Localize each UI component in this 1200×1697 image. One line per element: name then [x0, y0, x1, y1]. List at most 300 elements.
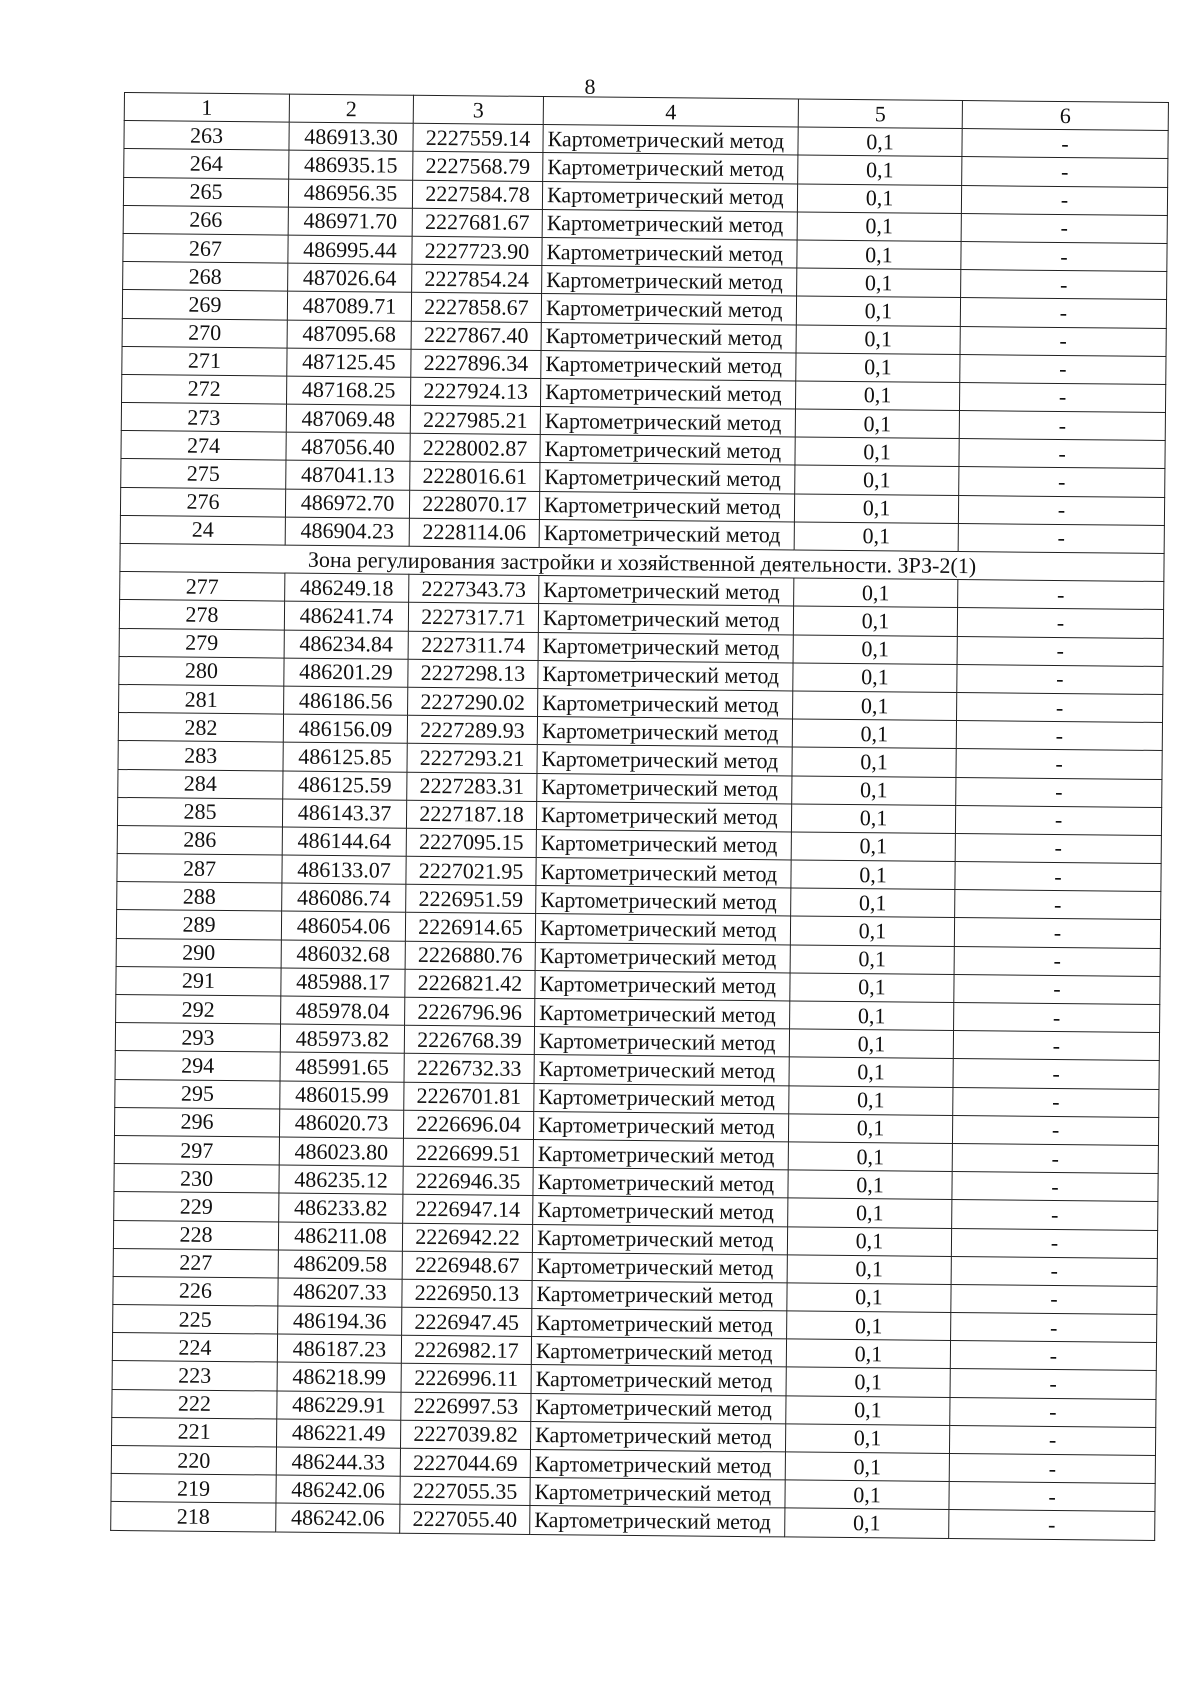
accuracy-cell: 0,1: [786, 1367, 950, 1397]
accuracy-cell: 0,1: [792, 775, 956, 805]
x-coordinate-cell: 486187.23: [277, 1334, 401, 1363]
section-1-rows: [120, 121, 1168, 554]
note-cell: -: [958, 523, 1164, 553]
x-coordinate-cell: 486244.33: [276, 1447, 400, 1476]
x-coordinate-cell: 486023.80: [279, 1137, 403, 1166]
note-cell: -: [959, 439, 1165, 469]
method-cell: Картометрический метод: [534, 1055, 789, 1086]
method-cell: Картометрический метод: [536, 829, 791, 860]
y-coordinate-cell: 2227854.24: [412, 264, 542, 293]
y-coordinate-cell: 2228016.61: [410, 462, 540, 491]
method-cell: Картометрический метод: [533, 1139, 788, 1170]
method-cell: Картометрический метод: [531, 1365, 786, 1396]
accuracy-cell: 0,1: [794, 578, 958, 608]
accuracy-cell: 0,1: [798, 127, 962, 157]
point-number-cell: 295: [115, 1079, 280, 1109]
accuracy-cell: 0,1: [785, 1424, 949, 1454]
point-number-cell: 281: [119, 684, 284, 714]
point-number-cell: 218: [111, 1502, 276, 1532]
x-coordinate-cell: 486234.84: [284, 630, 408, 659]
y-coordinate-cell: 2227289.93: [407, 715, 537, 744]
x-coordinate-cell: 486249.18: [285, 573, 409, 602]
point-number-cell: 293: [115, 1023, 280, 1053]
column-header: 6: [962, 101, 1168, 131]
point-number-cell: 275: [121, 459, 286, 489]
note-cell: -: [953, 1087, 1159, 1117]
y-coordinate-cell: 2227867.40: [411, 321, 541, 350]
note-cell: -: [950, 1341, 1156, 1371]
method-cell: Картометрический метод: [531, 1337, 786, 1368]
note-cell: -: [957, 608, 1163, 638]
accuracy-cell: 0,1: [793, 635, 957, 665]
x-coordinate-cell: 487089.71: [287, 291, 411, 320]
accuracy-cell: 0,1: [791, 804, 955, 834]
accuracy-cell: 0,1: [798, 155, 962, 185]
accuracy-cell: 0,1: [789, 1057, 953, 1087]
section-2-rows: [111, 572, 1164, 1540]
method-cell: Картометрический метод: [536, 801, 791, 832]
accuracy-cell: 0,1: [792, 747, 956, 777]
note-cell: -: [955, 890, 1161, 920]
y-coordinate-cell: 2226996.11: [401, 1364, 531, 1393]
note-cell: -: [952, 1143, 1158, 1173]
y-coordinate-cell: 2228070.17: [409, 490, 539, 519]
point-number-cell: 297: [114, 1135, 279, 1165]
method-cell: Картометрический метод: [543, 125, 798, 156]
x-coordinate-cell: 486995.44: [288, 235, 412, 264]
accuracy-cell: 0,1: [796, 353, 960, 383]
point-number-cell: 271: [122, 346, 287, 376]
x-coordinate-cell: 487026.64: [288, 263, 412, 292]
method-cell: Картометрический метод: [540, 435, 795, 466]
point-number-cell: 264: [124, 149, 289, 179]
method-cell: Картометрический метод: [534, 1027, 789, 1058]
accuracy-cell: 0,1: [795, 381, 959, 411]
accuracy-cell: 0,1: [794, 494, 958, 524]
y-coordinate-cell: 2226880.76: [405, 941, 535, 970]
note-cell: -: [952, 1172, 1158, 1202]
y-coordinate-cell: 2227317.71: [408, 603, 538, 632]
accuracy-cell: 0,1: [797, 268, 961, 298]
accuracy-cell: 0,1: [795, 465, 959, 495]
method-cell: Картометрический метод: [537, 745, 792, 776]
accuracy-cell: 0,1: [788, 1114, 952, 1144]
x-coordinate-cell: 485988.17: [281, 968, 405, 997]
point-number-cell: 227: [113, 1248, 278, 1278]
x-coordinate-cell: 486032.68: [281, 940, 405, 969]
method-cell: Картометрический метод: [530, 1421, 785, 1452]
method-cell: Картометрический метод: [542, 181, 797, 212]
x-coordinate-cell: 487069.48: [286, 404, 410, 433]
method-cell: Картометрический метод: [530, 1506, 785, 1537]
point-number-cell: 287: [117, 854, 282, 884]
point-number-cell: 296: [114, 1107, 279, 1137]
y-coordinate-cell: 2227681.67: [412, 208, 542, 237]
x-coordinate-cell: 486221.49: [276, 1419, 400, 1448]
method-cell: Картометрический метод: [539, 519, 794, 550]
note-cell: -: [956, 721, 1162, 751]
method-cell: Картометрический метод: [539, 491, 794, 522]
point-number-cell: 230: [114, 1164, 279, 1194]
note-cell: -: [958, 580, 1164, 610]
note-cell: -: [960, 326, 1166, 356]
x-coordinate-cell: 486194.36: [278, 1306, 402, 1335]
note-cell: -: [951, 1228, 1157, 1258]
accuracy-cell: 0,1: [788, 1198, 952, 1228]
method-cell: Картометрический метод: [537, 773, 792, 804]
x-coordinate-cell: 486913.30: [289, 122, 413, 151]
point-number-cell: 219: [111, 1474, 276, 1504]
accuracy-cell: 0,1: [789, 1029, 953, 1059]
y-coordinate-cell: 2227039.82: [400, 1420, 530, 1449]
point-number-cell: 284: [118, 769, 283, 799]
y-coordinate-cell: 2227985.21: [410, 405, 540, 434]
y-coordinate-cell: 2227568.79: [413, 152, 543, 181]
method-cell: Картометрический метод: [533, 1111, 788, 1142]
x-coordinate-cell: 486144.64: [282, 827, 406, 856]
method-cell: Картометрический метод: [536, 858, 791, 889]
accuracy-cell: 0,1: [788, 1142, 952, 1172]
point-number-cell: 279: [119, 628, 284, 658]
note-cell: -: [949, 1482, 1155, 1512]
y-coordinate-cell: 2226696.04: [403, 1110, 533, 1139]
note-cell: -: [952, 1115, 1158, 1145]
method-cell: Картометрический метод: [530, 1478, 785, 1509]
accuracy-cell: 0,1: [793, 606, 957, 636]
point-number-cell: 225: [113, 1305, 278, 1335]
column-header: 2: [289, 94, 413, 123]
note-cell: -: [949, 1453, 1155, 1483]
note-cell: -: [954, 1003, 1160, 1033]
accuracy-cell: 0,1: [787, 1311, 951, 1341]
y-coordinate-cell: 2226947.14: [403, 1195, 533, 1224]
accuracy-cell: 0,1: [790, 1001, 954, 1031]
accuracy-cell: 0,1: [797, 184, 961, 214]
method-cell: Картометрический метод: [532, 1252, 787, 1283]
point-number-cell: 291: [116, 966, 281, 996]
note-cell: -: [951, 1284, 1157, 1314]
x-coordinate-cell: 486207.33: [278, 1278, 402, 1307]
y-coordinate-cell: 2226914.65: [405, 913, 535, 942]
point-number-cell: 285: [117, 797, 282, 827]
method-cell: Картометрический метод: [541, 294, 796, 325]
accuracy-cell: 0,1: [790, 945, 954, 975]
column-header: 5: [798, 99, 962, 129]
page-number: 8: [584, 74, 596, 99]
note-cell: -: [954, 974, 1160, 1004]
point-number-cell: 282: [118, 713, 283, 743]
accuracy-cell: 0,1: [790, 973, 954, 1003]
accuracy-cell: 0,1: [793, 663, 957, 693]
x-coordinate-cell: 486233.82: [279, 1193, 403, 1222]
note-cell: -: [953, 1031, 1159, 1061]
method-cell: Картометрический метод: [539, 576, 794, 607]
accuracy-cell: 0,1: [788, 1170, 952, 1200]
note-cell: -: [949, 1510, 1155, 1540]
coordinates-table: [110, 92, 1169, 1541]
method-cell: Картометрический метод: [532, 1280, 787, 1311]
note-cell: -: [956, 749, 1162, 779]
point-number-cell: 270: [122, 318, 287, 348]
accuracy-cell: 0,1: [795, 409, 959, 439]
accuracy-cell: 0,1: [793, 691, 957, 721]
method-cell: Картометрический метод: [532, 1309, 787, 1340]
x-coordinate-cell: 486125.59: [283, 771, 407, 800]
x-coordinate-cell: 486904.23: [285, 517, 409, 546]
accuracy-cell: 0,1: [787, 1226, 951, 1256]
point-number-cell: 276: [120, 487, 285, 517]
x-coordinate-cell: 486015.99: [280, 1081, 404, 1110]
point-number-cell: 288: [117, 882, 282, 912]
x-coordinate-cell: 486235.12: [279, 1165, 403, 1194]
accuracy-cell: 0,1: [785, 1508, 949, 1538]
method-cell: Картометрический метод: [537, 717, 792, 748]
note-cell: -: [957, 664, 1163, 694]
accuracy-cell: 0,1: [792, 719, 956, 749]
y-coordinate-cell: 2226942.22: [402, 1223, 532, 1252]
note-cell: -: [959, 411, 1165, 441]
point-number-cell: 226: [113, 1276, 278, 1306]
note-cell: -: [952, 1200, 1158, 1230]
method-cell: Картометрический метод: [533, 1196, 788, 1227]
column-header: 1: [124, 93, 289, 123]
y-coordinate-cell: 2227343.73: [409, 574, 539, 603]
x-coordinate-cell: 486242.06: [276, 1475, 400, 1504]
x-coordinate-cell: 486218.99: [277, 1362, 401, 1391]
point-number-cell: 228: [113, 1220, 278, 1250]
y-coordinate-cell: 2227896.34: [411, 349, 541, 378]
point-number-cell: 278: [119, 600, 284, 630]
x-coordinate-cell: 485973.82: [280, 1024, 404, 1053]
method-cell: Картометрический метод: [531, 1393, 786, 1424]
x-coordinate-cell: 485991.65: [280, 1052, 404, 1081]
x-coordinate-cell: 486054.06: [281, 911, 405, 940]
y-coordinate-cell: 2227924.13: [411, 377, 541, 406]
note-cell: -: [949, 1425, 1155, 1455]
point-number-cell: 289: [116, 910, 281, 940]
x-coordinate-cell: 486209.58: [278, 1250, 402, 1279]
note-cell: -: [956, 777, 1162, 807]
zone-title: Зона регулирования застройки и хозяйственной деятельности. ЗРЗ-2(1): [120, 543, 1164, 581]
x-coordinate-cell: 486956.35: [288, 179, 412, 208]
accuracy-cell: 0,1: [786, 1396, 950, 1426]
point-number-cell: 272: [122, 374, 287, 404]
x-coordinate-cell: 487056.40: [286, 432, 410, 461]
note-cell: -: [961, 270, 1167, 300]
point-number-cell: 294: [115, 1051, 280, 1081]
y-coordinate-cell: 2227055.40: [400, 1505, 530, 1534]
y-coordinate-cell: 2228114.06: [409, 518, 539, 547]
method-cell: Картометрический метод: [542, 237, 797, 268]
y-coordinate-cell: 2227055.35: [400, 1476, 530, 1505]
accuracy-cell: 0,1: [785, 1480, 949, 1510]
accuracy-cell: 0,1: [796, 296, 960, 326]
x-coordinate-cell: 486211.08: [278, 1222, 402, 1251]
note-cell: -: [951, 1256, 1157, 1286]
y-coordinate-cell: 2227095.15: [406, 828, 536, 857]
note-cell: -: [950, 1397, 1156, 1427]
note-cell: -: [954, 918, 1160, 948]
point-number-cell: 286: [117, 825, 282, 855]
point-number-cell: 266: [123, 205, 288, 235]
method-cell: Картометрический метод: [535, 970, 790, 1001]
y-coordinate-cell: 2226950.13: [402, 1279, 532, 1308]
note-cell: -: [959, 382, 1165, 412]
method-cell: Картометрический метод: [543, 153, 798, 184]
y-coordinate-cell: 2227187.18: [406, 800, 536, 829]
note-cell: -: [957, 636, 1163, 666]
method-cell: Картометрический метод: [530, 1449, 785, 1480]
method-cell: Картометрический метод: [541, 322, 796, 353]
x-coordinate-cell: 487125.45: [287, 348, 411, 377]
y-coordinate-cell: 2227311.74: [408, 631, 538, 660]
y-coordinate-cell: 2227559.14: [413, 123, 543, 152]
y-coordinate-cell: 2226796.96: [405, 997, 535, 1026]
y-coordinate-cell: 2226732.33: [404, 1054, 534, 1083]
point-number-cell: 277: [120, 572, 285, 602]
point-number-cell: 290: [116, 938, 281, 968]
x-coordinate-cell: 486972.70: [285, 489, 409, 518]
method-cell: Картометрический метод: [533, 1168, 788, 1199]
note-cell: -: [960, 298, 1166, 328]
point-number-cell: 267: [123, 233, 288, 263]
method-cell: Картометрический метод: [538, 660, 793, 691]
method-cell: Картометрический метод: [534, 1083, 789, 1114]
point-number-cell: 274: [121, 431, 286, 461]
x-coordinate-cell: 487095.68: [287, 320, 411, 349]
point-number-cell: 224: [112, 1333, 277, 1363]
note-cell: -: [961, 241, 1167, 271]
x-coordinate-cell: 486971.70: [288, 207, 412, 236]
accuracy-cell: 0,1: [791, 888, 955, 918]
y-coordinate-cell: 2227044.69: [400, 1448, 530, 1477]
method-cell: Картометрический метод: [542, 209, 797, 240]
y-coordinate-cell: 2227858.67: [411, 293, 541, 322]
y-coordinate-cell: 2227298.13: [408, 659, 538, 688]
method-cell: Картометрический метод: [540, 407, 795, 438]
point-number-cell: 263: [124, 121, 289, 151]
point-number-cell: 268: [123, 262, 288, 292]
method-cell: Картометрический метод: [538, 688, 793, 719]
note-cell: -: [955, 805, 1161, 835]
note-cell: -: [957, 692, 1163, 722]
point-number-cell: 229: [114, 1192, 279, 1222]
accuracy-cell: 0,1: [786, 1339, 950, 1369]
y-coordinate-cell: 2227290.02: [408, 687, 538, 716]
method-cell: Картометрический метод: [542, 266, 797, 297]
point-number-cell: 283: [118, 741, 283, 771]
point-number-cell: 292: [116, 994, 281, 1024]
accuracy-cell: 0,1: [789, 1085, 953, 1115]
method-cell: Картометрический метод: [536, 886, 791, 917]
method-cell: Картометрический метод: [535, 998, 790, 1029]
point-number-cell: 265: [123, 177, 288, 207]
point-number-cell: 222: [112, 1389, 277, 1419]
note-cell: -: [962, 157, 1168, 187]
method-cell: Картометрический метод: [535, 942, 790, 973]
x-coordinate-cell: 486935.15: [289, 150, 413, 179]
accuracy-cell: 0,1: [795, 437, 959, 467]
x-coordinate-cell: 486143.37: [282, 799, 406, 828]
method-cell: Картометрический метод: [538, 632, 793, 663]
x-coordinate-cell: 486086.74: [282, 883, 406, 912]
accuracy-cell: 0,1: [797, 240, 961, 270]
method-cell: Картометрический метод: [535, 914, 790, 945]
x-coordinate-cell: 486242.06: [276, 1503, 400, 1532]
x-coordinate-cell: 487168.25: [287, 376, 411, 405]
accuracy-cell: 0,1: [787, 1283, 951, 1313]
point-number-cell: 223: [112, 1361, 277, 1391]
y-coordinate-cell: 2227723.90: [412, 236, 542, 265]
y-coordinate-cell: 2227021.95: [406, 856, 536, 885]
x-coordinate-cell: 486020.73: [279, 1109, 403, 1138]
note-cell: -: [953, 1059, 1159, 1089]
y-coordinate-cell: 2227584.78: [412, 180, 542, 209]
note-cell: -: [961, 213, 1167, 243]
accuracy-cell: 0,1: [796, 324, 960, 354]
accuracy-cell: 0,1: [787, 1255, 951, 1285]
note-cell: -: [958, 495, 1164, 525]
accuracy-cell: 0,1: [794, 522, 958, 552]
x-coordinate-cell: 486201.29: [284, 658, 408, 687]
x-coordinate-cell: 487041.13: [286, 461, 410, 490]
x-coordinate-cell: 486125.85: [283, 742, 407, 771]
note-cell: -: [962, 129, 1168, 159]
point-number-cell: 220: [111, 1445, 276, 1475]
y-coordinate-cell: 2226699.51: [403, 1138, 533, 1167]
y-coordinate-cell: 2226946.35: [403, 1166, 533, 1195]
y-coordinate-cell: 2226701.81: [404, 1082, 534, 1111]
y-coordinate-cell: 2227293.21: [407, 744, 537, 773]
x-coordinate-cell: 486133.07: [282, 855, 406, 884]
y-coordinate-cell: 2226982.17: [401, 1335, 531, 1364]
x-coordinate-cell: 486156.09: [283, 714, 407, 743]
note-cell: -: [955, 862, 1161, 892]
note-cell: -: [960, 354, 1166, 384]
x-coordinate-cell: 485978.04: [281, 996, 405, 1025]
y-coordinate-cell: 2226947.45: [402, 1307, 532, 1336]
point-number-cell: 24: [120, 515, 285, 545]
accuracy-cell: 0,1: [790, 916, 954, 946]
y-coordinate-cell: 2226948.67: [402, 1251, 532, 1280]
note-cell: -: [961, 185, 1167, 215]
note-cell: -: [951, 1313, 1157, 1343]
method-cell: Картометрический метод: [540, 463, 795, 494]
note-cell: -: [959, 467, 1165, 497]
point-number-cell: 280: [119, 656, 284, 686]
y-coordinate-cell: 2226768.39: [404, 1025, 534, 1054]
note-cell: -: [950, 1369, 1156, 1399]
point-number-cell: 269: [122, 290, 287, 320]
method-cell: Картометрический метод: [540, 378, 795, 409]
x-coordinate-cell: 486186.56: [284, 686, 408, 715]
method-cell: Картометрический метод: [532, 1224, 787, 1255]
accuracy-cell: 0,1: [791, 832, 955, 862]
x-coordinate-cell: 486229.91: [277, 1391, 401, 1420]
accuracy-cell: 0,1: [785, 1452, 949, 1482]
column-header: 3: [413, 95, 543, 124]
x-coordinate-cell: 486241.74: [284, 601, 408, 630]
accuracy-cell: 0,1: [797, 212, 961, 242]
method-cell: Картометрический метод: [538, 604, 793, 635]
method-cell: Картометрический метод: [541, 350, 796, 381]
point-number-cell: 273: [121, 403, 286, 433]
y-coordinate-cell: 2226951.59: [406, 884, 536, 913]
point-number-cell: 221: [112, 1417, 277, 1447]
y-coordinate-cell: 2228002.87: [410, 434, 540, 463]
note-cell: -: [955, 833, 1161, 863]
note-cell: -: [954, 946, 1160, 976]
